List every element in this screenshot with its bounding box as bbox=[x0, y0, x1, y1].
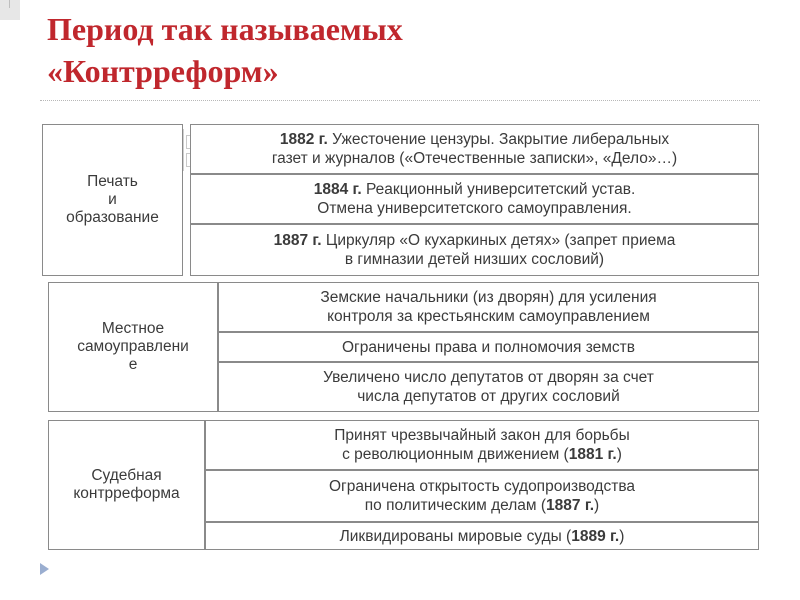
press-item-2-year: 1884 г. bbox=[313, 181, 362, 198]
judicial-item-3-close: ) bbox=[619, 527, 625, 545]
judicial-item-1-year: 1881 г. bbox=[568, 446, 617, 463]
press-item-3-text: Циркуляр «О кухаркиных детях» (запрет приема в гимназии детей низших сословий) bbox=[325, 232, 676, 268]
press-item-1-text: Ужесточение цензуры. Закрытие либеральных газет и журналов («Отечественные записки», «Дело»…) bbox=[271, 131, 678, 167]
press-item-2-text: Реакционный университетский устав. Отмена университетского самоуправления. bbox=[317, 181, 636, 217]
judicial-item-2-close: ) bbox=[594, 497, 600, 514]
local-item-3-text: Увеличено число депутатов от дворян за счет числа депутатов от других сословий bbox=[323, 369, 654, 405]
judicial-item-1-text: Принят чрезвычайный закон для борьбы с революционным движением ( bbox=[334, 427, 630, 463]
section-label-press-education: Печать и образование bbox=[42, 124, 183, 276]
judicial-item-2 bbox=[205, 470, 759, 522]
local-item-1 bbox=[218, 282, 759, 332]
corner-mark bbox=[0, 0, 20, 20]
press-item-1 bbox=[190, 124, 759, 174]
press-item-2 bbox=[190, 174, 759, 224]
judicial-item-3-text: Ликвидированы мировые суды ( bbox=[339, 527, 572, 545]
judicial-item-1-close: ) bbox=[616, 446, 622, 463]
judicial-item-1 bbox=[205, 420, 759, 470]
local-item-3 bbox=[218, 362, 759, 412]
local-item-2 bbox=[218, 332, 759, 362]
local-item-2-text: Ограничены права и полномочия земств bbox=[341, 338, 636, 356]
title-line-2: «Контрреформ» bbox=[47, 53, 279, 89]
press-item-1-year: 1882 г. bbox=[279, 131, 328, 148]
section-label-judicial: Судебная контрреформа bbox=[48, 420, 205, 550]
judicial-item-3-year: 1889 г. bbox=[571, 527, 620, 545]
page-title bbox=[47, 8, 647, 92]
section-label-local-government: Местное самоуправлени е bbox=[48, 282, 218, 412]
press-item-3 bbox=[190, 224, 759, 276]
judicial-item-3 bbox=[205, 522, 759, 550]
press-item-3-year: 1887 г. bbox=[273, 232, 322, 249]
slide-bullet-icon bbox=[40, 563, 49, 575]
judicial-item-2-year: 1887 г. bbox=[546, 497, 595, 514]
local-item-1-text: Земские начальники (из дворян) для усиления контроля за крестьянским самоуправлением bbox=[320, 289, 657, 325]
judicial-item-2-text: Ограничена открытость судопроизводства по политическим делам ( bbox=[328, 478, 635, 514]
title-divider bbox=[40, 100, 760, 101]
title-line-1: Период так называемых bbox=[47, 11, 403, 47]
